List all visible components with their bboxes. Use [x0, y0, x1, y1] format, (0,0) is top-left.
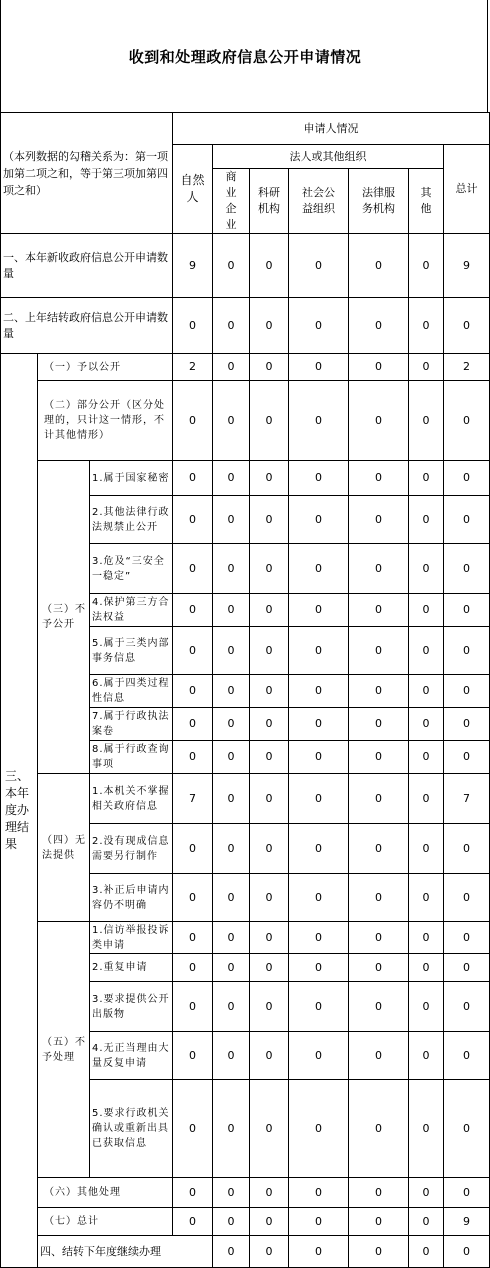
cell: 0 — [444, 922, 490, 954]
cell: 0 — [444, 954, 490, 982]
row-label-c3-1: 1.属于国家秘密 — [90, 461, 173, 496]
cell: 0 — [409, 594, 444, 627]
cell: 0 — [349, 298, 409, 354]
cell: 0 — [250, 954, 289, 982]
cell: 0 — [213, 234, 250, 298]
statistics-table — [0, 112, 490, 1268]
row-label-r1: （一）予以公开 — [38, 354, 173, 381]
cell: 0 — [289, 1236, 349, 1268]
cell: 0 — [349, 381, 409, 461]
cell: 0 — [409, 1032, 444, 1080]
cell: 0 — [213, 708, 250, 741]
cell: 0 — [444, 824, 490, 874]
cell: 0 — [173, 954, 213, 982]
cell: 0 — [173, 824, 213, 874]
cell: 0 — [289, 922, 349, 954]
row-label-c5-2: 2.重复申请 — [90, 954, 173, 982]
cell: 0 — [213, 354, 250, 381]
header-col-legal-service: 法律服务机构 — [349, 169, 409, 234]
cell: 0 — [289, 982, 349, 1032]
cell: 0 — [213, 1080, 250, 1178]
cell: 0 — [409, 741, 444, 774]
cell: 0 — [250, 594, 289, 627]
cell: 0 — [409, 627, 444, 675]
cell: 0 — [349, 496, 409, 544]
cell: 0 — [250, 774, 289, 824]
table-row — [1, 234, 490, 298]
cell: 9 — [444, 234, 490, 298]
header-col-public-welfare: 社会公益组织 — [289, 169, 349, 234]
cell: 0 — [444, 627, 490, 675]
cell: 0 — [444, 298, 490, 354]
cell: 0 — [409, 1236, 444, 1268]
cell: 0 — [409, 982, 444, 1032]
cell: 0 — [213, 982, 250, 1032]
cell: 0 — [289, 298, 349, 354]
cell: 0 — [444, 1080, 490, 1178]
cell: 0 — [213, 922, 250, 954]
cell: 0 — [213, 954, 250, 982]
cell: 0 — [250, 708, 289, 741]
cell: 0 — [409, 708, 444, 741]
row-label-next: 四、结转下年度继续办理 — [38, 1236, 213, 1268]
cell: 0 — [444, 461, 490, 496]
cell: 0 — [444, 982, 490, 1032]
cell: 0 — [173, 874, 213, 922]
cell: 0 — [250, 1032, 289, 1080]
cell: 0 — [349, 675, 409, 708]
cell: 0 — [250, 234, 289, 298]
row-label-c4-2: 2.没有现成信息需要另行制作 — [90, 824, 173, 874]
cell: 0 — [173, 298, 213, 354]
row-label-new: 一、本年新收政府信息公开申请数量 — [1, 234, 173, 298]
cell: 0 — [250, 461, 289, 496]
cell: 0 — [213, 741, 250, 774]
cell: 0 — [289, 675, 349, 708]
cell: 2 — [444, 354, 490, 381]
cell: 0 — [349, 461, 409, 496]
cell: 0 — [289, 354, 349, 381]
row-label-c3-8: 8.属于行政查询事项 — [90, 741, 173, 774]
cell: 0 — [444, 1236, 490, 1268]
cell: 0 — [213, 594, 250, 627]
cell: 2 — [173, 354, 213, 381]
cell: 0 — [173, 496, 213, 544]
cell: 0 — [349, 1032, 409, 1080]
cell: 0 — [409, 354, 444, 381]
row-label-r2: （二）部分公开（区分处理的，只计这一情形，不计其他情形） — [38, 381, 173, 461]
cell: 0 — [173, 1208, 213, 1236]
cell: 0 — [173, 594, 213, 627]
row-label-c5-5: 5.要求行政机关确认或重新出具已获取信息 — [90, 1080, 173, 1178]
row-label-carry: 二、上年结转政府信息公开申请数量 — [1, 298, 173, 354]
cell: 0 — [213, 298, 250, 354]
cell: 0 — [289, 774, 349, 824]
cell: 0 — [173, 544, 213, 594]
cell: 0 — [173, 1032, 213, 1080]
row-label-c3-6: 6.属于四类过程性信息 — [90, 675, 173, 708]
cell: 0 — [409, 461, 444, 496]
cell: 0 — [173, 627, 213, 675]
cell: 0 — [289, 234, 349, 298]
title-area — [0, 0, 488, 112]
cell: 0 — [409, 381, 444, 461]
cell: 0 — [444, 675, 490, 708]
cell: 0 — [250, 922, 289, 954]
cell: 0 — [173, 1080, 213, 1178]
row-label-r7: （七）总计 — [38, 1208, 173, 1236]
row-label-c3-5: 5.属于三类内部事务信息 — [90, 627, 173, 675]
category-3-label: （三）不予公开 — [38, 461, 90, 774]
cell: 0 — [213, 381, 250, 461]
cell: 0 — [409, 675, 444, 708]
header-natural-person: 自然人 — [173, 145, 213, 234]
cell: 0 — [289, 544, 349, 594]
table-row — [1, 1236, 490, 1268]
header-legal-group: 法人或其他组织 — [213, 145, 444, 169]
cell: 0 — [289, 824, 349, 874]
cell: 0 — [409, 874, 444, 922]
cell: 0 — [289, 708, 349, 741]
cell: 0 — [213, 1032, 250, 1080]
cell: 0 — [349, 594, 409, 627]
cell: 0 — [213, 461, 250, 496]
row-label-c3-4: 4.保护第三方合法权益 — [90, 594, 173, 627]
cell: 0 — [289, 594, 349, 627]
cell: 0 — [349, 1178, 409, 1208]
cell: 0 — [173, 922, 213, 954]
cell: 0 — [444, 381, 490, 461]
cell: 0 — [250, 1236, 289, 1268]
cell: 0 — [349, 1236, 409, 1268]
cell: 0 — [250, 1178, 289, 1208]
cell: 0 — [213, 824, 250, 874]
table-row — [1, 461, 490, 496]
cell: 0 — [349, 354, 409, 381]
row-label-c3-7: 7.属于行政执法案卷 — [90, 708, 173, 741]
row-label-c5-4: 4.无正当理由大量反复申请 — [90, 1032, 173, 1080]
header-col-business: 商业企业 — [213, 169, 250, 234]
cell: 0 — [250, 381, 289, 461]
row-label-c4-1: 1.本机关不掌握相关政府信息 — [90, 774, 173, 824]
table-row — [1, 774, 490, 824]
cell: 0 — [250, 627, 289, 675]
header-applicant: 申请人情况 — [173, 113, 490, 145]
cell: 0 — [289, 627, 349, 675]
cell: 0 — [289, 874, 349, 922]
cell: 0 — [409, 774, 444, 824]
cell: 0 — [250, 1080, 289, 1178]
cell: 9 — [444, 1208, 490, 1236]
cell: 0 — [250, 675, 289, 708]
cell: 0 — [444, 1178, 490, 1208]
cell: 7 — [173, 774, 213, 824]
cell: 0 — [444, 874, 490, 922]
cell: 0 — [349, 708, 409, 741]
cell: 0 — [213, 496, 250, 544]
cell: 0 — [444, 544, 490, 594]
cell: 0 — [289, 1032, 349, 1080]
cell: 0 — [409, 954, 444, 982]
category-4-label: （四）无法提供 — [38, 774, 90, 922]
table-row — [1, 354, 490, 381]
cell: 7 — [444, 774, 490, 824]
cell: 0 — [250, 982, 289, 1032]
cell: 0 — [289, 381, 349, 461]
category-5-label: （五）不予处理 — [38, 922, 90, 1178]
cell: 0 — [289, 1208, 349, 1236]
cell: 0 — [173, 461, 213, 496]
cell: 0 — [289, 954, 349, 982]
row-label-r6: （六）其他处理 — [38, 1178, 173, 1208]
row-label-c5-1: 1.信访举报投诉类申请 — [90, 922, 173, 954]
cell: 0 — [444, 594, 490, 627]
cell: 0 — [213, 675, 250, 708]
cell: 0 — [444, 496, 490, 544]
header-col-research: 科研机构 — [250, 169, 289, 234]
cell: 0 — [289, 741, 349, 774]
page-title: 收到和处理政府信息公开申请情况 — [128, 48, 362, 66]
cell: 0 — [213, 1208, 250, 1236]
cell: 0 — [213, 874, 250, 922]
cell: 0 — [409, 1208, 444, 1236]
table-row — [1, 1178, 490, 1208]
header-col-other: 其他 — [409, 169, 444, 234]
cell: 0 — [250, 824, 289, 874]
cell: 0 — [349, 1080, 409, 1178]
cell: 0 — [349, 922, 409, 954]
cell: 0 — [349, 234, 409, 298]
cell: 0 — [250, 496, 289, 544]
cell: 0 — [409, 544, 444, 594]
cell: 0 — [213, 1236, 250, 1268]
cell: 0 — [289, 1178, 349, 1208]
cell: 0 — [349, 741, 409, 774]
cell: 0 — [289, 1080, 349, 1178]
table-row — [1, 298, 490, 354]
cell: 0 — [173, 1178, 213, 1208]
header-note: （本列数据的勾稽关系为：第一项加第二项之和，等于第三项加第四项之和） — [1, 113, 173, 234]
row-label-c4-3: 3.补正后申请内容仍不明确 — [90, 874, 173, 922]
cell: 0 — [173, 982, 213, 1032]
table-row — [1, 1208, 490, 1236]
cell: 0 — [409, 1178, 444, 1208]
cell: 0 — [444, 708, 490, 741]
cell: 0 — [213, 774, 250, 824]
cell: 0 — [349, 544, 409, 594]
cell: 0 — [213, 1178, 250, 1208]
row-label-c3-3: 3.危及“三安全一稳定” — [90, 544, 173, 594]
cell: 9 — [173, 234, 213, 298]
table-row — [1, 922, 490, 954]
cell: 0 — [289, 461, 349, 496]
section-3-label: 三、本年度办理结果 — [1, 354, 38, 1268]
cell: 0 — [444, 1032, 490, 1080]
cell: 0 — [349, 982, 409, 1032]
cell: 0 — [250, 1208, 289, 1236]
cell: 0 — [250, 741, 289, 774]
cell: 0 — [409, 298, 444, 354]
cell: 0 — [349, 954, 409, 982]
cell: 0 — [213, 627, 250, 675]
cell: 0 — [349, 1208, 409, 1236]
cell: 0 — [173, 381, 213, 461]
row-label-c5-3: 3.要求提供公开出版物 — [90, 982, 173, 1032]
cell: 0 — [349, 874, 409, 922]
cell: 0 — [409, 922, 444, 954]
row-label-c3-2: 2.其他法律行政法规禁止公开 — [90, 496, 173, 544]
cell: 0 — [250, 544, 289, 594]
cell: 0 — [173, 675, 213, 708]
table-row — [1, 381, 490, 461]
cell: 0 — [213, 544, 250, 594]
cell: 0 — [250, 298, 289, 354]
cell: 0 — [409, 1080, 444, 1178]
cell: 0 — [349, 627, 409, 675]
cell: 0 — [409, 824, 444, 874]
cell: 0 — [349, 824, 409, 874]
cell: 0 — [289, 496, 349, 544]
cell: 0 — [444, 741, 490, 774]
cell: 0 — [349, 774, 409, 824]
cell: 0 — [250, 354, 289, 381]
cell: 0 — [409, 234, 444, 298]
header-total: 总计 — [444, 145, 490, 234]
cell: 0 — [173, 708, 213, 741]
cell: 0 — [173, 741, 213, 774]
cell: 0 — [250, 874, 289, 922]
cell: 0 — [409, 496, 444, 544]
